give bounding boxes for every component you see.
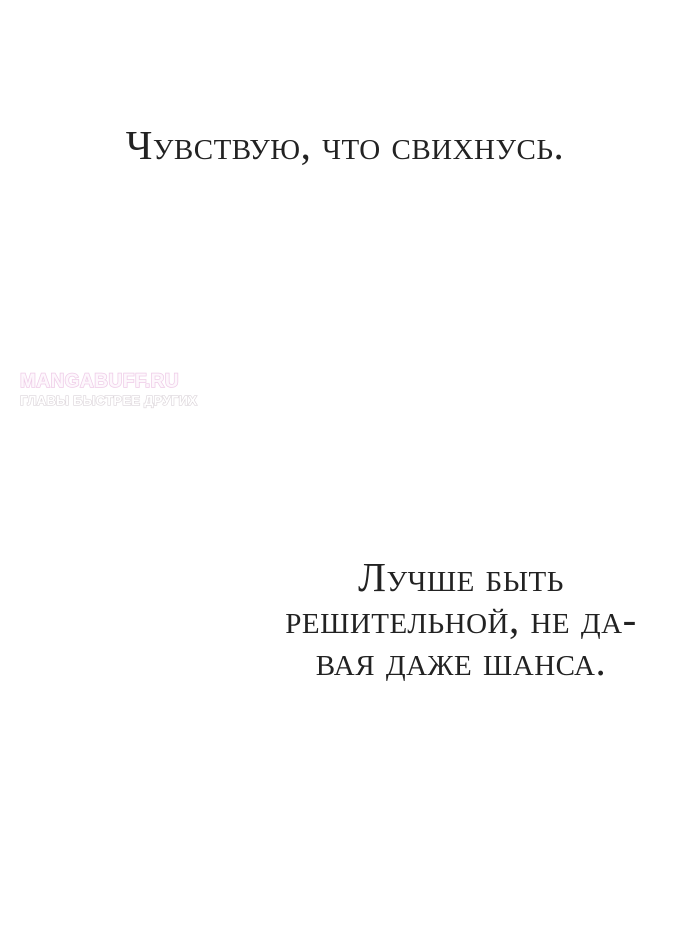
- watermark-tagline: ГЛАВЫ БЫСТРЕЕ ДРУГИХ: [20, 393, 198, 408]
- caption-bottom-line: вая даже шанса.: [315, 638, 607, 684]
- caption-bottom: [285, 556, 637, 682]
- caption-bottom-line: Лучше быть: [358, 554, 564, 600]
- watermark: [20, 371, 197, 408]
- caption-top: Чувствую, что свихнусь.: [125, 122, 565, 168]
- watermark-site-name: MANGABUFF.RU: [20, 371, 180, 392]
- caption-bottom-line: решительной, не да-: [285, 596, 637, 642]
